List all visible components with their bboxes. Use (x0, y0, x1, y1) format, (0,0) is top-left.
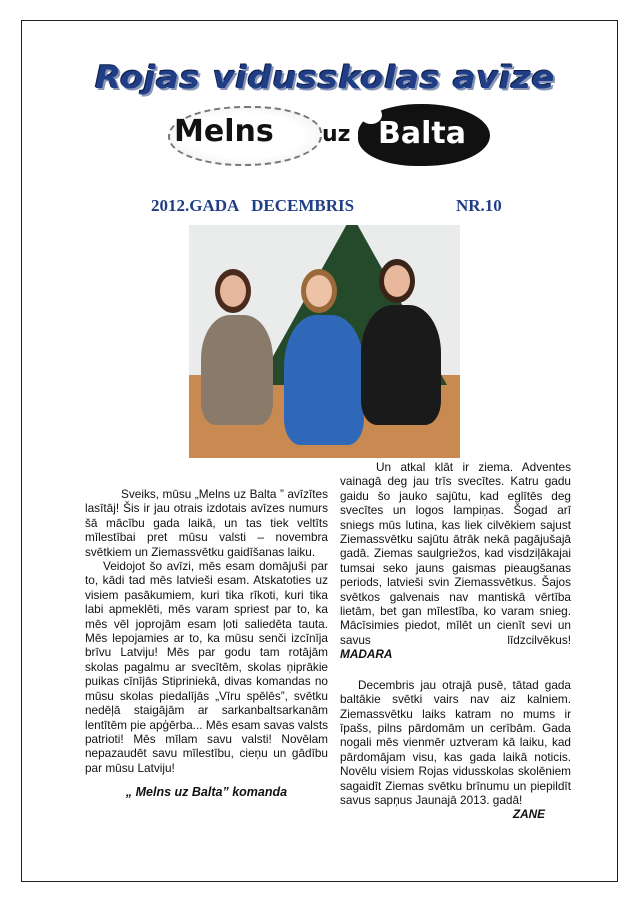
left-column (85, 487, 328, 800)
person-left-head (215, 269, 251, 313)
masthead-title: Rojas vidusskolas avīze (95, 59, 555, 97)
left-paragraph-1: Sveiks, mūsu „Melns uz Balta ” avīzītes lasītāj! Šis ir jau otrais izdotais avīzes numurs šā mācību gada laikā, un tas tiek veltīts mīlestībai pret mūsu valsti – novembra svētkiem un Ziemassvētku gaidīšanas laiku. (85, 487, 328, 559)
right-signature-zane: ZANE (512, 807, 545, 822)
right-signature-madara: MADARA (340, 647, 393, 662)
left-signature: „ Melns uz Balta” komanda (125, 785, 288, 800)
issue-date: 2012.GADA DECEMBRIS (151, 196, 355, 215)
person-left (201, 315, 273, 425)
logo-word-balta: Balta (378, 116, 466, 151)
right-column (340, 460, 571, 822)
logo-word-uz: uz (322, 122, 351, 147)
logo-word-melns: Melns (174, 114, 274, 149)
melns-uz-balta-logo (160, 100, 500, 180)
right-paragraph-1: Un atkal klāt ir ziema. Adventes vainagā deg jau trīs svecītes. Katru gadu gaidu šo jauko sajūtu, kad eglītēs deg svecītes un logos lampiņas. Šogad arī sniegs mūs lutina, kas liek cilvēkiem sajust Ziemassvētku sajūtu ātrāk nekā pagājušajā gadā. Ziemas saulgriežos, kad visdziļākajai tumsai seko jauns gaismas pieaugšanas periods, latvieši svin Ziemassvētkus. Šajos svētkos galvenais nav mantiskā vērtība lietām, bet gan mīlestība, ko varam snieg. Mācīsimies piedot, mīlēt un cienīt sevi un savus līdzcilvēkus! (340, 460, 571, 647)
right-paragraph-2: Decembris jau otrajā pusē, tātad gada baltākie svētki vairs nav aiz kalniem. Ziemassvētku laiks katram no mums ir īpašs, pilns pārdomām un cerībām. Gada nogali mēs vienmēr uztveram kā laiku, kad pārdomājam visu, kas gada laikā noticis. Novēlu visiem Rojas vidusskolas skolēniem sagaidīt Ziemas svētku brīnumu un piepildīt savus sapņus Jaunajā 2013. gadā! (340, 677, 571, 807)
left-paragraph-2: Veidojot šo avīzi, mēs esam domājuši par to, kādi tad mēs latvieši esam. Atskatoties uz visiem pasākumiem, kuri tika rīkoti, kuri tika labi apmeklēti, mēs varam spriest par to, ka mēs vēl joprojām esam ļoti saliedēta tauta. Mēs lepojamies ar to, ka mūsu senči izcīnīja brīvu Latviju! Mēs par godu tam rotājām skolas pagalmu ar svecītēm, skolas ņiprākie puikas cīnījās Stipriniekā, divas komandas no mūsu skolas piedalījās „Vīru spēlēs”, svētku nedēļā staigājām ar sarkanbaltsarkanām lentītēm pie apģērba... Mēs esam savas valsts patrioti! Mēs mīlam savu valsti! Novēlam nepazaudēt savu mīlestību, cieņu un gādību par mūsu Latviju! (85, 559, 328, 775)
person-middle (284, 315, 364, 445)
cover-photo (189, 225, 460, 458)
issue-number: NR.10 (456, 196, 502, 215)
person-right-head (379, 259, 415, 303)
person-right (361, 305, 441, 425)
person-middle-head (301, 269, 337, 313)
